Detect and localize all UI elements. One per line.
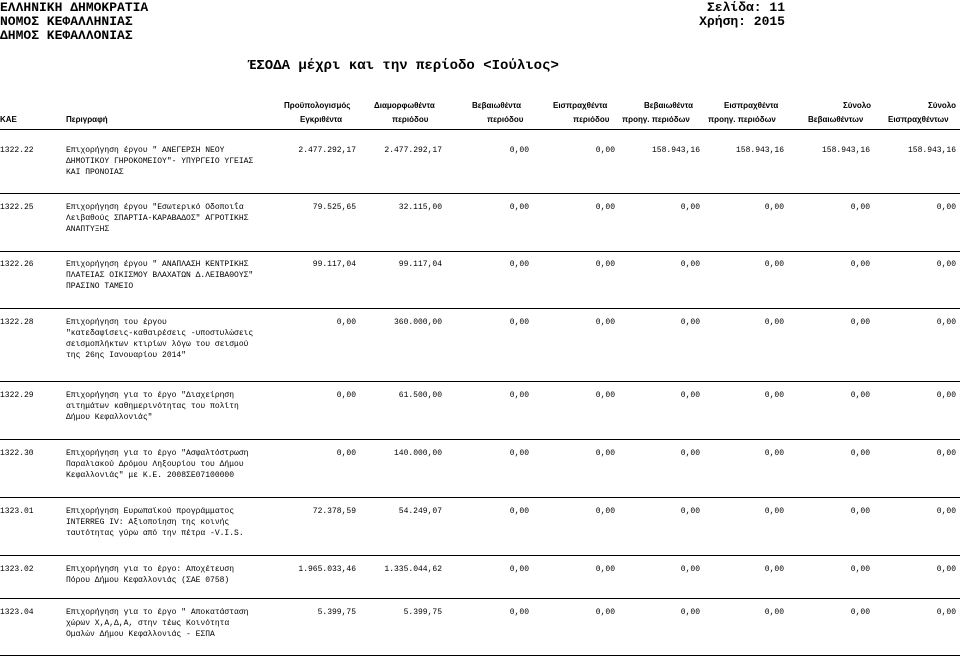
row-divider (0, 497, 960, 498)
row-collected: 0,00 (595, 449, 615, 458)
row-prev-cert: 158.943,16 (651, 146, 700, 155)
row-prev-coll: 158.943,16 (735, 146, 784, 155)
row-total-coll: 0,00 (936, 260, 956, 269)
row-description: Επιχορήγηση για το έργο "Διαχείρηση αιτημάτων καθημερινότητας του πολίτη Δήμου Κεφαλλονιάς" (66, 391, 239, 422)
col-prev-coll-sub: προηγ. περιόδων (708, 115, 776, 124)
col-certified-sub: περιόδου (487, 115, 524, 124)
col-prev-cert-sub: προηγ. περιόδων (622, 115, 690, 124)
row-collected: 0,00 (595, 507, 615, 516)
row-divider (0, 655, 960, 656)
col-kae: ΚΑΕ (0, 115, 17, 124)
row-description: Επιχορήγηση Ευρωπαϊκού προγράμματος INTERREG IV: Αξιοποίηση της κοινής ταυτότητας γύρω από την πέτρα -V.I.S. (66, 507, 244, 538)
row-prev-cert: 0,00 (680, 449, 700, 458)
row-total-cert: 0,00 (850, 449, 870, 458)
row-total-coll: 0,00 (936, 203, 956, 212)
row-budget: 79.525,65 (312, 203, 356, 212)
row-divider (0, 251, 960, 252)
row-certified: 0,00 (509, 318, 529, 327)
row-prev-cert: 0,00 (680, 507, 700, 516)
col-revised-sub: περιόδου (392, 115, 429, 124)
row-certified: 0,00 (509, 608, 529, 617)
row-collected: 0,00 (595, 391, 615, 400)
prefecture-label: ΝΟΜΟΣ ΚΕΦΑΛΛΗΝΙΑΣ (0, 14, 133, 29)
page-number: Σελίδα: 11 (706, 0, 785, 15)
row-prev-coll: 0,00 (764, 449, 784, 458)
row-description: Επιχορήγηση έργου " ΑΝΑΠΛΑΣΗ ΚΕΝΤΡΙΚΗΣ ΠΛΑΤΕΙΑΣ ΟΙΚΙΣΜΟΥ ΒΛΑΧΑΤΩΝ Δ.ΛΕΙΒΑΘΟΥΣ" ΠΡΑΣΙΝΟ ΤΑΜΕΙΟ (66, 260, 254, 291)
row-prev-coll: 0,00 (764, 260, 784, 269)
row-total-coll: 0,00 (936, 565, 956, 574)
row-description: Επιχορήγηση για το έργο: Αποχέτευση Πόρου Δήμου Κεφαλλονιάς (ΣΑΕ 0758) (66, 565, 235, 585)
row-collected: 0,00 (595, 318, 615, 327)
row-certified: 0,00 (509, 565, 529, 574)
row-revised: 360.000,00 (393, 318, 442, 327)
report-title: ΈΣΟΔΑ μέχρι και την περίοδο <Ιούλιος> (248, 58, 559, 74)
row-divider (0, 555, 960, 556)
row-budget: 0,00 (336, 449, 356, 458)
row-description: Επιχορήγηση για το έργο "Ασφαλτόστρωση Παραλιακού Δρόμου Ληξουρίου του Δήμου Κεφαλλονιάς" με Κ.Ε. 2008ΣΕ07100000 (66, 449, 249, 480)
row-total-coll: 0,00 (936, 608, 956, 617)
row-code: 1322.29 (0, 391, 34, 400)
row-code: 1322.22 (0, 146, 34, 155)
row-prev-coll: 0,00 (764, 318, 784, 327)
col-collected-sub: περιόδου (573, 115, 610, 124)
row-total-coll: 0,00 (936, 318, 956, 327)
row-total-cert: 0,00 (850, 391, 870, 400)
row-total-cert: 0,00 (850, 260, 870, 269)
row-divider (0, 598, 960, 599)
row-certified: 0,00 (509, 260, 529, 269)
row-code: 1322.28 (0, 318, 34, 327)
row-revised: 99.117,04 (398, 260, 442, 269)
row-divider (0, 193, 960, 194)
row-total-cert: 0,00 (850, 203, 870, 212)
col-total-coll-sub: Εισπραχθέντων (888, 115, 949, 124)
row-total-cert: 0,00 (850, 507, 870, 516)
state-label: ΕΛΛΗΝΙΚΗ ΔΗΜΟΚΡΑΤΙΑ (0, 0, 149, 15)
row-total-cert: 0,00 (850, 565, 870, 574)
col-collected: Εισπραχθέντα (553, 101, 608, 110)
municipality-label: ΔΗΜΟΣ ΚΕΦΑΛΛΟΝΙΑΣ (0, 28, 133, 43)
row-total-coll: 158.943,16 (907, 146, 956, 155)
row-revised: 61.500,00 (398, 391, 442, 400)
row-divider (0, 308, 960, 309)
row-certified: 0,00 (509, 146, 529, 155)
row-prev-cert: 0,00 (680, 565, 700, 574)
row-certified: 0,00 (509, 391, 529, 400)
header-rule (0, 129, 960, 130)
col-certified: Βεβαιωθέντα (472, 101, 522, 110)
row-prev-cert: 0,00 (680, 608, 700, 617)
row-total-coll: 0,00 (936, 449, 956, 458)
row-description: Επιχορήγηση έργου " ΑΝΕΓΕΡΣΗ ΝΕΟΥ ΔΗΜΟΤΙΚΟΥ ΓΗΡΟΚΟΜΕΙΟΥ"- ΥΠΥΡΓΕΙΟ ΥΓΕΙΑΣ ΚΑΙ ΠΡΟΝΟΙΑΣ (66, 146, 254, 177)
row-description: Επιχορήγηση του έργου "κατεδαφίσεις-καθαιρέσεις -υποστυλώσεις σεισμοπλήκτων κτιρίων λόγω του σεισμού της 26ης Ιανουαρίου 2014" (66, 318, 254, 360)
col-budget: Προϋπολογισμός (284, 101, 351, 110)
row-code: 1322.26 (0, 260, 34, 269)
row-collected: 0,00 (595, 146, 615, 155)
col-budget-sub: Εγκριθέντα (300, 115, 343, 124)
row-revised: 5.399,75 (403, 608, 442, 617)
row-code: 1323.04 (0, 608, 34, 617)
row-revised: 140.000,00 (393, 449, 442, 458)
row-revised: 54.249,07 (398, 507, 442, 516)
row-divider (0, 381, 960, 382)
row-code: 1322.30 (0, 449, 34, 458)
col-revised: Διαμορφωθέντα (374, 101, 435, 110)
row-prev-coll: 0,00 (764, 565, 784, 574)
row-description: Επιχορήγηση έργου "Εσωτερικό Οδοποιΐα Λειβαθούς ΣΠΑΡΤΙΑ-ΚΑΡΑΒΑΔΟΣ" ΑΓΡΟΤΙΚΗΣ ΑΝΑΠΤΥΞΗΣ (66, 203, 249, 234)
row-description: Επιχορήγηση για το έργο " Αποκατάσταση χώρων Χ,Α,Δ,Α, στην τέως Κοινότητα Ομαλών Δήμου Κεφαλλονιάς - ΕΣΠΑ (66, 608, 249, 639)
row-prev-coll: 0,00 (764, 507, 784, 516)
row-code: 1323.01 (0, 507, 34, 516)
row-total-coll: 0,00 (936, 391, 956, 400)
row-prev-cert: 0,00 (680, 260, 700, 269)
row-revised: 32.115,00 (398, 203, 442, 212)
row-total-coll: 0,00 (936, 507, 956, 516)
row-prev-coll: 0,00 (764, 203, 784, 212)
row-certified: 0,00 (509, 507, 529, 516)
row-collected: 0,00 (595, 565, 615, 574)
row-certified: 0,00 (509, 203, 529, 212)
row-revised: 2.477.292,17 (384, 146, 442, 155)
col-prev-cert: Βεβαιωθέντα (644, 101, 694, 110)
col-total-cert: Σύνολο (843, 101, 872, 110)
row-code: 1322.25 (0, 203, 34, 212)
row-revised: 1.335.044,62 (384, 565, 442, 574)
row-prev-coll: 0,00 (764, 391, 784, 400)
row-certified: 0,00 (509, 449, 529, 458)
fiscal-year: Χρήση: 2015 (699, 14, 785, 29)
row-budget: 1.965.033,46 (298, 565, 356, 574)
row-budget: 2.477.292,17 (298, 146, 356, 155)
row-collected: 0,00 (595, 608, 615, 617)
row-budget: 99.117,04 (312, 260, 356, 269)
row-prev-cert: 0,00 (680, 318, 700, 327)
row-prev-cert: 0,00 (680, 391, 700, 400)
row-total-cert: 0,00 (850, 318, 870, 327)
row-prev-coll: 0,00 (764, 608, 784, 617)
row-divider (0, 439, 960, 440)
row-budget: 5.399,75 (317, 608, 356, 617)
row-collected: 0,00 (595, 260, 615, 269)
row-total-cert: 0,00 (850, 608, 870, 617)
row-budget: 0,00 (336, 391, 356, 400)
col-total-cert-sub: Βεβαιωθέντων (808, 115, 864, 124)
row-code: 1323.02 (0, 565, 34, 574)
row-prev-cert: 0,00 (680, 203, 700, 212)
row-budget: 0,00 (336, 318, 356, 327)
col-prev-coll: Εισπραχθέντα (724, 101, 779, 110)
row-collected: 0,00 (595, 203, 615, 212)
col-total-coll: Σύνολο (928, 101, 957, 110)
col-description: Περιγραφή (66, 115, 108, 124)
row-budget: 72.378,59 (312, 507, 356, 516)
row-total-cert: 158.943,16 (821, 146, 870, 155)
